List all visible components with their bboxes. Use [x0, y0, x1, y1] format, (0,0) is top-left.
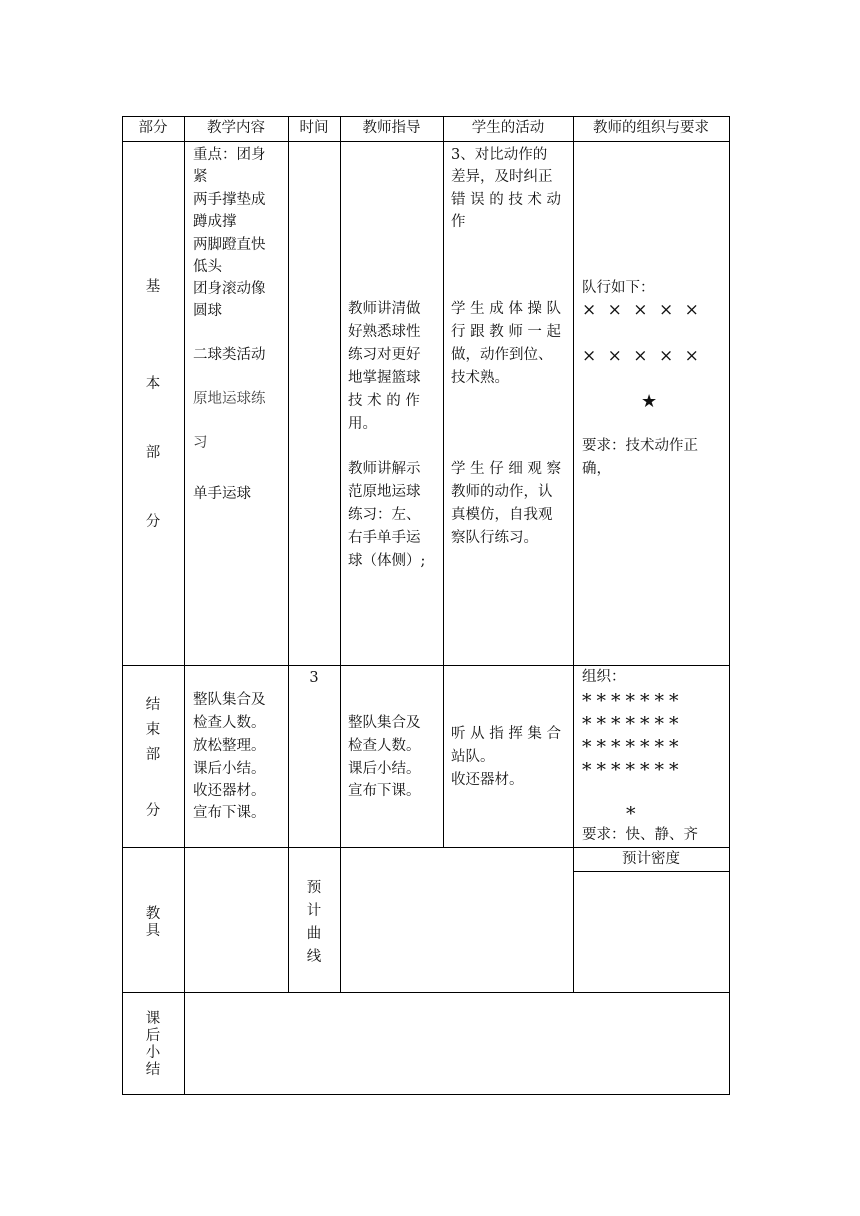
header-content: 教学内容 [207, 120, 265, 136]
end-content-line: 检查人数。 [193, 715, 266, 731]
curve-label-char: 线 [306, 949, 322, 965]
formation-row: × × × × × [582, 300, 702, 320]
basic-activity-line: 作 [451, 214, 466, 230]
basic-activity-line: 教师的动作，认 [451, 484, 553, 500]
table-rule [122, 141, 729, 142]
basic-activity-line: 差异，及时纠正 [451, 169, 553, 185]
summary-label-char: 后 [145, 1028, 161, 1044]
table-rule [122, 992, 729, 993]
basic-guidance-line: 教师讲清做 [348, 301, 421, 317]
header-time: 时间 [299, 120, 329, 136]
basic-activity-line: 察队行练习。 [451, 530, 538, 546]
end-activity-line: 收还器材。 [451, 772, 524, 788]
summary-label-char: 结 [145, 1062, 161, 1078]
end-content-line: 整队集合及 [193, 692, 266, 708]
density-label: 预计密度 [622, 851, 680, 867]
basic-content-line: 圆球 [193, 303, 222, 319]
basic-requirement-line: 确， [582, 461, 611, 477]
basic-activity-line: 技术熟。 [451, 370, 509, 386]
basic-content-line: 二球类活动 [193, 347, 266, 363]
summary-label-char: 课 [145, 1011, 161, 1027]
equipment-label-char: 教 [145, 906, 161, 922]
basic-content-line: 低头 [193, 259, 222, 275]
end-org-label: 组织： [582, 669, 626, 685]
basic-guidance-line: 技 术 的 作 [348, 393, 420, 409]
end-activity-line: 站队。 [451, 749, 495, 765]
end-content-line: 课后小结。 [193, 761, 266, 777]
formation-row: ******* [582, 736, 684, 758]
end-guidance-line: 整队集合及 [348, 715, 421, 731]
end-content-line: 宣布下课。 [193, 805, 266, 821]
basic-guidance-line: 球（体侧）; [348, 553, 426, 569]
basic-guidance-line: 右手单手运 [348, 530, 421, 546]
table-rule [443, 116, 444, 848]
basic-activity-line: 学 生 仔 细 观 察 [451, 461, 562, 477]
end-part-char: 部 [145, 747, 161, 763]
basic-content-line: 两手撑垫成 [193, 192, 266, 208]
table-rule [573, 871, 729, 872]
end-part-char: 结 [145, 697, 161, 713]
formation-label: 队行如下： [582, 280, 655, 296]
end-guidance-line: 课后小结。 [348, 761, 421, 777]
basic-content-line: 原地运球练 [193, 391, 266, 407]
basic-content-line: 习 [193, 435, 208, 451]
curve-label-char: 预 [306, 880, 322, 896]
basic-activity-line: 错 误 的 技 术 动 [451, 192, 562, 208]
end-requirement: 要求：快、静、齐 [582, 827, 698, 843]
basic-guidance-line: 练习：左、 [348, 507, 421, 523]
header-part: 部分 [138, 120, 168, 136]
table-rule [184, 116, 185, 1095]
basic-guidance-line: 教师讲解示 [348, 461, 421, 477]
basic-content-line: 团身滚动像 [193, 281, 266, 297]
end-guidance-line: 宣布下课。 [348, 783, 421, 799]
curve-label-char: 曲 [306, 926, 322, 942]
basic-part-char: 本 [145, 376, 161, 392]
summary-label-char: 小 [145, 1045, 161, 1061]
basic-activity-line: 学 生 成 体 操 队 [451, 301, 562, 317]
basic-content-line: 单手运球 [193, 486, 251, 502]
basic-content-line: 紧 [193, 169, 208, 185]
basic-part-char: 基 [145, 279, 161, 295]
end-guidance-line: 检查人数。 [348, 738, 421, 754]
formation-row: ******* [582, 713, 684, 735]
basic-content-line: 蹲成撑 [193, 214, 237, 230]
header-activity: 学生的活动 [471, 120, 545, 136]
basic-requirement-line: 要求：技术动作正 [582, 438, 698, 454]
curve-label-char: 计 [306, 903, 322, 919]
basic-content-line: 重点：团身 [193, 147, 266, 163]
basic-part-char: 部 [145, 445, 161, 461]
basic-part-char: 分 [145, 514, 161, 530]
formation-row: × × × × × [582, 346, 702, 366]
basic-activity-line: 真模仿，自我观 [451, 507, 553, 523]
end-content-line: 放松整理。 [193, 738, 266, 754]
end-part-char: 分 [145, 803, 161, 819]
header-guidance: 教师指导 [362, 120, 421, 136]
table-rule [288, 116, 289, 993]
teacher-star-icon: ★ [641, 391, 658, 412]
end-content-line: 收还器材。 [193, 783, 266, 799]
basic-guidance-line: 地掌握篮球 [348, 370, 421, 386]
basic-activity-line: 3、对比动作的 [451, 147, 548, 163]
formation-row: ******* [582, 690, 684, 712]
basic-activity-line: 做，动作到位、 [451, 347, 553, 363]
end-part-char: 束 [145, 722, 161, 738]
table-rule [340, 116, 341, 993]
basic-guidance-line: 范原地运球 [348, 484, 421, 500]
basic-guidance-line: 练习对更好 [348, 347, 421, 363]
table-rule [122, 116, 123, 1095]
table-rule [729, 116, 730, 1095]
table-rule [122, 665, 729, 666]
basic-guidance-line: 好熟悉球性 [348, 324, 421, 340]
basic-guidance-line: 用。 [348, 416, 377, 432]
basic-content-line: 两脚蹬直快 [193, 237, 266, 253]
table-rule [122, 1094, 729, 1095]
teacher-asterisk-icon: * [626, 803, 636, 825]
end-time: 3 [309, 670, 319, 686]
equipment-label-char: 具 [145, 923, 161, 939]
formation-row: ******* [582, 759, 684, 781]
end-activity-line: 听 从 指 挥 集 合 [451, 726, 562, 742]
basic-activity-line: 行 跟 教 师 一 起 [451, 324, 562, 340]
header-organization: 教师的组织与要求 [593, 120, 709, 136]
